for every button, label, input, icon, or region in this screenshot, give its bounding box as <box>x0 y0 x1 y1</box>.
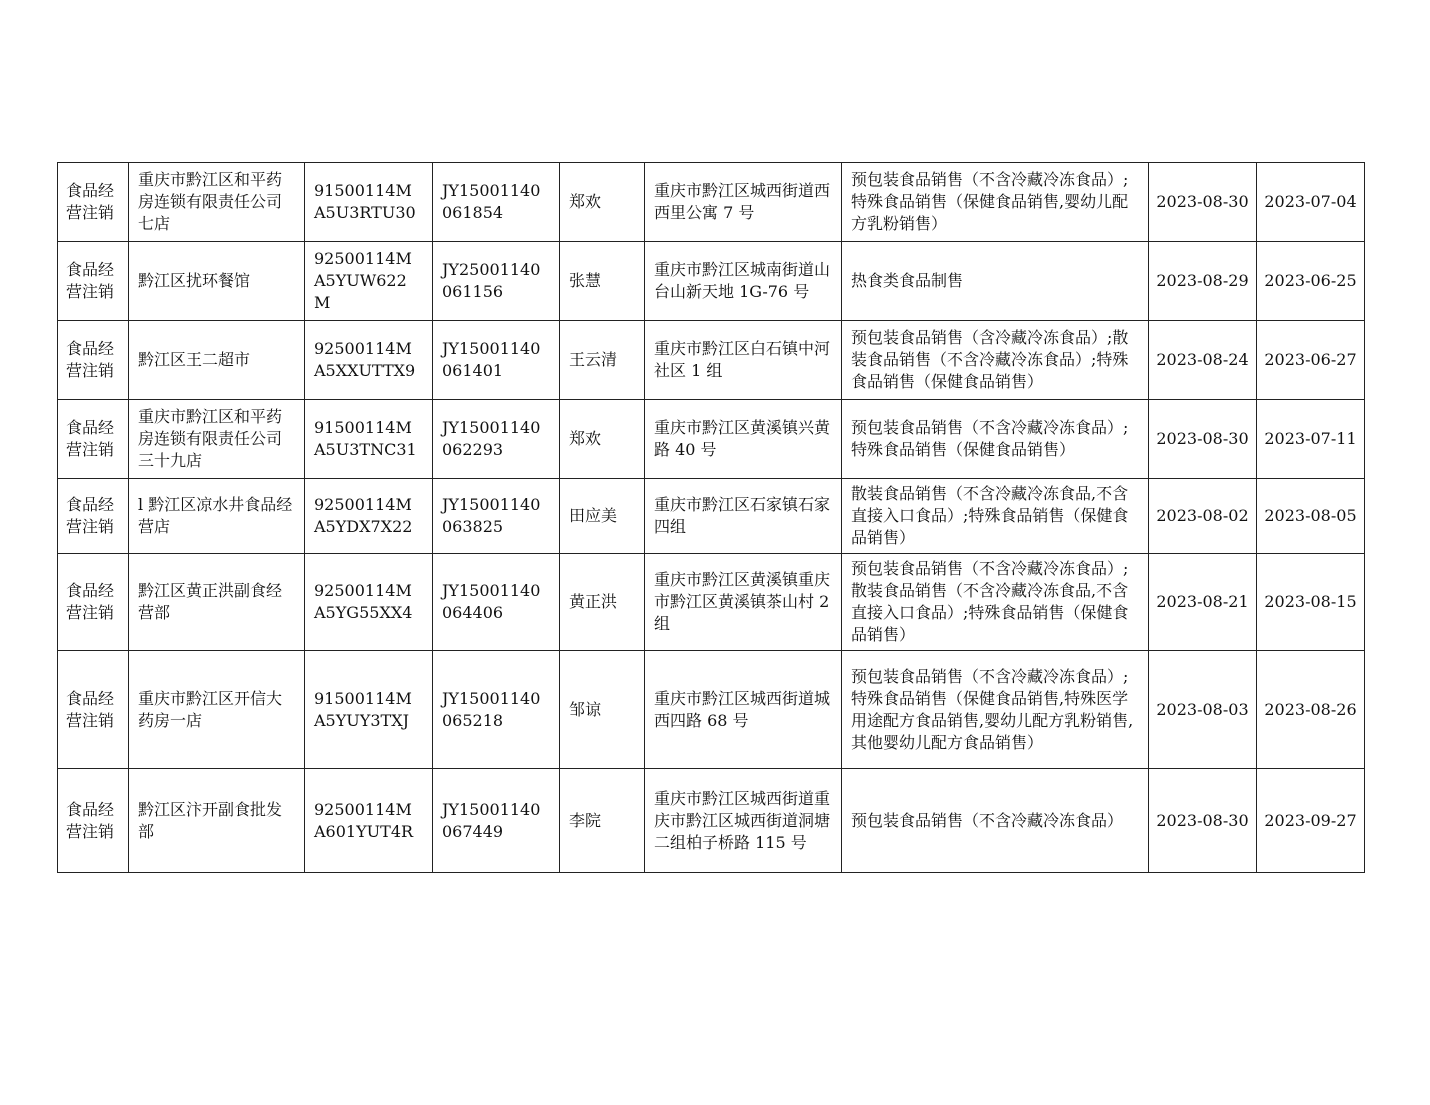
cell-type: 食品经营注销 <box>58 400 129 479</box>
cell-license-no: JY15001140065218 <box>433 651 560 769</box>
table-row <box>58 242 1365 321</box>
cell-type: 食品经营注销 <box>58 554 129 651</box>
cell-name: 重庆市黔江区和平药房连锁有限责任公司七店 <box>129 163 305 242</box>
cell-credit-code: 92500114MA5YUW622M <box>305 242 433 321</box>
cell-scope: 热食类食品制售 <box>842 242 1149 321</box>
cell-scope: 预包装食品销售（不含冷藏冷冻食品）;特殊食品销售（保健食品销售,婴幼儿配方乳粉销售） <box>842 163 1149 242</box>
cell-person: 黄正洪 <box>560 554 645 651</box>
cell-license-no: JY25001140061156 <box>433 242 560 321</box>
cell-person: 李院 <box>560 769 645 873</box>
cell-date-1: 2023-08-30 <box>1149 163 1257 242</box>
table-row <box>58 769 1365 873</box>
cell-person: 田应美 <box>560 479 645 554</box>
cell-scope: 预包装食品销售（不含冷藏冷冻食品） <box>842 769 1149 873</box>
cell-date-1: 2023-08-03 <box>1149 651 1257 769</box>
cell-person: 郑欢 <box>560 163 645 242</box>
cell-type: 食品经营注销 <box>58 769 129 873</box>
cell-license-no: JY15001140062293 <box>433 400 560 479</box>
cell-credit-code: 92500114MA601YUT4R <box>305 769 433 873</box>
cell-date-2: 2023-08-26 <box>1257 651 1365 769</box>
cell-person: 郑欢 <box>560 400 645 479</box>
table-row <box>58 554 1365 651</box>
cell-address: 重庆市黔江区城西街道西西里公寓 7 号 <box>645 163 842 242</box>
cell-name: 黔江区黄正洪副食经营部 <box>129 554 305 651</box>
cell-address: 重庆市黔江区城南街道山台山新天地 1G-76 号 <box>645 242 842 321</box>
cell-credit-code: 91500114MA5YUY3TXJ <box>305 651 433 769</box>
table-row <box>58 651 1365 769</box>
cell-date-1: 2023-08-30 <box>1149 769 1257 873</box>
cell-name: 重庆市黔江区开信大药房一店 <box>129 651 305 769</box>
cell-person: 张慧 <box>560 242 645 321</box>
table-row <box>58 321 1365 400</box>
cell-person: 王云清 <box>560 321 645 400</box>
cell-date-1: 2023-08-29 <box>1149 242 1257 321</box>
cell-address: 重庆市黔江区黄溪镇兴黄路 40 号 <box>645 400 842 479</box>
cell-date-2: 2023-09-27 <box>1257 769 1365 873</box>
cell-name: 黔江区扰环餐馆 <box>129 242 305 321</box>
cell-date-1: 2023-08-02 <box>1149 479 1257 554</box>
cell-license-no: JY15001140067449 <box>433 769 560 873</box>
cell-type: 食品经营注销 <box>58 163 129 242</box>
cell-date-2: 2023-07-04 <box>1257 163 1365 242</box>
cell-address: 重庆市黔江区城西街道重庆市黔江区城西街道洞塘二组柏子桥路 115 号 <box>645 769 842 873</box>
table-row <box>58 163 1365 242</box>
cell-credit-code: 91500114MA5U3TNC31 <box>305 400 433 479</box>
cell-name: 黔江区汴开副食批发部 <box>129 769 305 873</box>
cell-credit-code: 92500114MA5YG55XX4 <box>305 554 433 651</box>
cell-person: 邹谅 <box>560 651 645 769</box>
cell-name: 重庆市黔江区和平药房连锁有限责任公司三十九店 <box>129 400 305 479</box>
cell-scope: 预包装食品销售（不含冷藏冷冻食品）;特殊食品销售（保健食品销售） <box>842 400 1149 479</box>
cell-license-no: JY15001140063825 <box>433 479 560 554</box>
cell-type: 食品经营注销 <box>58 651 129 769</box>
cell-scope: 预包装食品销售（含冷藏冷冻食品）;散装食品销售（不含冷藏冷冻食品）;特殊食品销售（保健食品销售） <box>842 321 1149 400</box>
cell-scope: 预包装食品销售（不含冷藏冷冻食品）;特殊食品销售（保健食品销售,特殊医学用途配方食品销售,婴幼儿配方乳粉销售,其他婴幼儿配方食品销售） <box>842 651 1149 769</box>
cell-license-no: JY15001140061854 <box>433 163 560 242</box>
cell-type: 食品经营注销 <box>58 321 129 400</box>
cell-date-2: 2023-06-25 <box>1257 242 1365 321</box>
cell-type: 食品经营注销 <box>58 479 129 554</box>
cell-credit-code: 92500114MA5XXUTTX9 <box>305 321 433 400</box>
cell-license-no: JY15001140064406 <box>433 554 560 651</box>
cell-date-1: 2023-08-21 <box>1149 554 1257 651</box>
cell-credit-code: 91500114MA5U3RTU30 <box>305 163 433 242</box>
cell-date-2: 2023-07-11 <box>1257 400 1365 479</box>
table-row <box>58 479 1365 554</box>
cell-address: 重庆市黔江区白石镇中河社区 1 组 <box>645 321 842 400</box>
cancellation-records-table <box>57 162 1365 873</box>
cell-type: 食品经营注销 <box>58 242 129 321</box>
cell-date-2: 2023-08-15 <box>1257 554 1365 651</box>
cell-credit-code: 92500114MA5YDX7X22 <box>305 479 433 554</box>
cell-address: 重庆市黔江区黄溪镇重庆市黔江区黄溪镇茶山村 2 组 <box>645 554 842 651</box>
cell-date-2: 2023-06-27 <box>1257 321 1365 400</box>
cell-scope: 散装食品销售（不含冷藏冷冻食品,不含直接入口食品）;特殊食品销售（保健食品销售） <box>842 479 1149 554</box>
cell-date-1: 2023-08-30 <box>1149 400 1257 479</box>
table-row <box>58 400 1365 479</box>
cell-date-2: 2023-08-05 <box>1257 479 1365 554</box>
cell-scope: 预包装食品销售（不含冷藏冷冻食品）;散装食品销售（不含冷藏冷冻食品,不含直接入口食品）;特殊食品销售（保健食品销售） <box>842 554 1149 651</box>
cell-license-no: JY15001140061401 <box>433 321 560 400</box>
cell-name: l 黔江区凉水井食品经营店 <box>129 479 305 554</box>
cell-address: 重庆市黔江区石家镇石家四组 <box>645 479 842 554</box>
cell-date-1: 2023-08-24 <box>1149 321 1257 400</box>
cell-name: 黔江区王二超市 <box>129 321 305 400</box>
cell-address: 重庆市黔江区城西街道城西四路 68 号 <box>645 651 842 769</box>
